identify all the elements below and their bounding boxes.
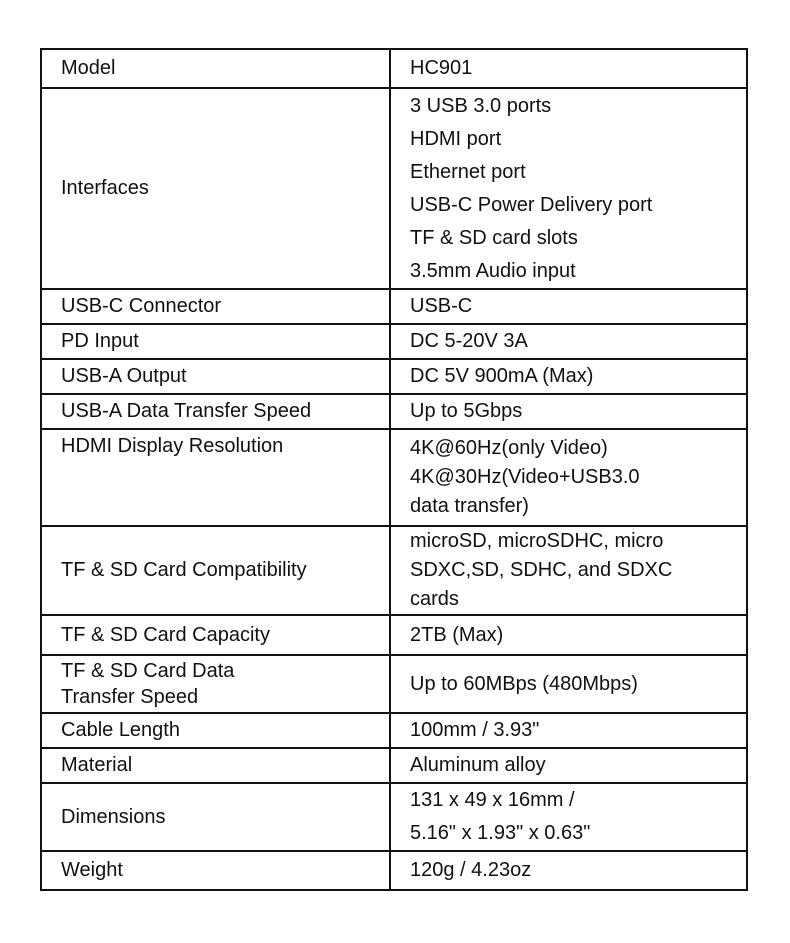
spec-value bbox=[390, 526, 747, 615]
spec-value-text: HC901 bbox=[410, 57, 473, 79]
spec-value-text: SDXC,SD, SDHC, and SDXC bbox=[410, 559, 673, 581]
spec-value bbox=[390, 429, 747, 526]
spec-value bbox=[390, 783, 747, 851]
spec-value bbox=[390, 88, 747, 289]
spec-row-dimensions bbox=[41, 783, 747, 851]
spec-value bbox=[390, 748, 747, 783]
spec-value-text: 5.16" x 1.93" x 0.63" bbox=[410, 822, 591, 844]
spec-label-text: USB-A Output bbox=[61, 365, 187, 387]
spec-label-text: Transfer Speed bbox=[61, 686, 199, 708]
spec-row-interfaces bbox=[41, 88, 747, 289]
spec-label-text: USB-A Data Transfer Speed bbox=[61, 400, 312, 422]
spec-label-text: Interfaces bbox=[61, 177, 149, 199]
spec-value bbox=[390, 289, 747, 324]
spec-value-text: 3.5mm Audio input bbox=[410, 259, 576, 282]
spec-value-text: 3 USB 3.0 ports bbox=[410, 94, 552, 117]
spec-table bbox=[40, 48, 748, 891]
spec-value-text: DC 5-20V 3A bbox=[410, 330, 528, 352]
spec-label bbox=[41, 359, 390, 394]
spec-row-card-capacity bbox=[41, 615, 747, 655]
spec-label bbox=[41, 324, 390, 359]
spec-value-text: 131 x 49 x 16mm / bbox=[410, 789, 575, 811]
spec-row-card-speed bbox=[41, 655, 747, 713]
spec-label-text: TF & SD Card Compatibility bbox=[61, 559, 307, 581]
spec-label-text: PD Input bbox=[61, 330, 139, 352]
spec-value-text: USB-C Power Delivery port bbox=[410, 193, 653, 216]
spec-label-text: USB-C Connector bbox=[61, 295, 222, 317]
spec-value-text: TF & SD card slots bbox=[410, 226, 578, 249]
spec-value-text: HDMI port bbox=[410, 127, 502, 150]
spec-label bbox=[41, 289, 390, 324]
spec-value-text: Up to 60MBps (480Mbps) bbox=[410, 672, 638, 695]
spec-row-hdmi-resolution bbox=[41, 429, 747, 526]
spec-label bbox=[41, 748, 390, 783]
spec-value bbox=[390, 394, 747, 429]
spec-row-material bbox=[41, 748, 747, 783]
spec-value-text: 4K@30Hz(Video+USB3.0 bbox=[410, 466, 640, 488]
spec-row-usb-a-speed bbox=[41, 394, 747, 429]
spec-label bbox=[41, 49, 390, 88]
spec-value-text: Ethernet port bbox=[410, 160, 526, 183]
spec-label-text: TF & SD Card Capacity bbox=[61, 623, 270, 646]
spec-label bbox=[41, 394, 390, 429]
spec-value-text: Up to 5Gbps bbox=[410, 400, 523, 422]
spec-label bbox=[41, 526, 390, 615]
spec-value-text: 2TB (Max) bbox=[410, 623, 504, 646]
spec-value bbox=[390, 615, 747, 655]
spec-label-text: Dimensions bbox=[61, 805, 166, 828]
spec-row-usb-a-output bbox=[41, 359, 747, 394]
spec-value-text: 100mm / 3.93" bbox=[410, 719, 540, 741]
spec-value-text: USB-C bbox=[410, 295, 473, 317]
spec-value-text: data transfer) bbox=[410, 495, 529, 517]
spec-value-text: Aluminum alloy bbox=[410, 754, 546, 776]
spec-label-text: Material bbox=[61, 754, 133, 776]
spec-label bbox=[41, 655, 390, 713]
spec-value-text: DC 5V 900mA (Max) bbox=[410, 365, 594, 387]
spec-label bbox=[41, 783, 390, 851]
spec-value-text: 4K@60Hz(only Video) bbox=[410, 437, 608, 459]
spec-value bbox=[390, 713, 747, 748]
spec-label bbox=[41, 429, 390, 526]
spec-value-text: microSD, microSDHC, micro bbox=[410, 530, 664, 552]
spec-value-text: cards bbox=[410, 588, 459, 610]
spec-row-usb-c-connector bbox=[41, 289, 747, 324]
spec-label-text: Weight bbox=[61, 859, 123, 881]
spec-value bbox=[390, 324, 747, 359]
spec-value bbox=[390, 359, 747, 394]
spec-label bbox=[41, 713, 390, 748]
spec-value bbox=[390, 851, 747, 890]
spec-row-model bbox=[41, 49, 747, 88]
spec-label-text: HDMI Display Resolution bbox=[61, 435, 284, 457]
spec-value bbox=[390, 49, 747, 88]
spec-row-pd-input bbox=[41, 324, 747, 359]
spec-label bbox=[41, 88, 390, 289]
spec-value-text: 120g / 4.23oz bbox=[410, 859, 532, 881]
spec-value bbox=[390, 655, 747, 713]
spec-label-text: Model bbox=[61, 57, 116, 79]
spec-label-text: Cable Length bbox=[61, 719, 180, 741]
spec-label bbox=[41, 615, 390, 655]
spec-row-card-compatibility bbox=[41, 526, 747, 615]
spec-label-text: TF & SD Card Data bbox=[61, 660, 235, 682]
spec-row-cable-length bbox=[41, 713, 747, 748]
spec-label bbox=[41, 851, 390, 890]
spec-row-weight bbox=[41, 851, 747, 890]
